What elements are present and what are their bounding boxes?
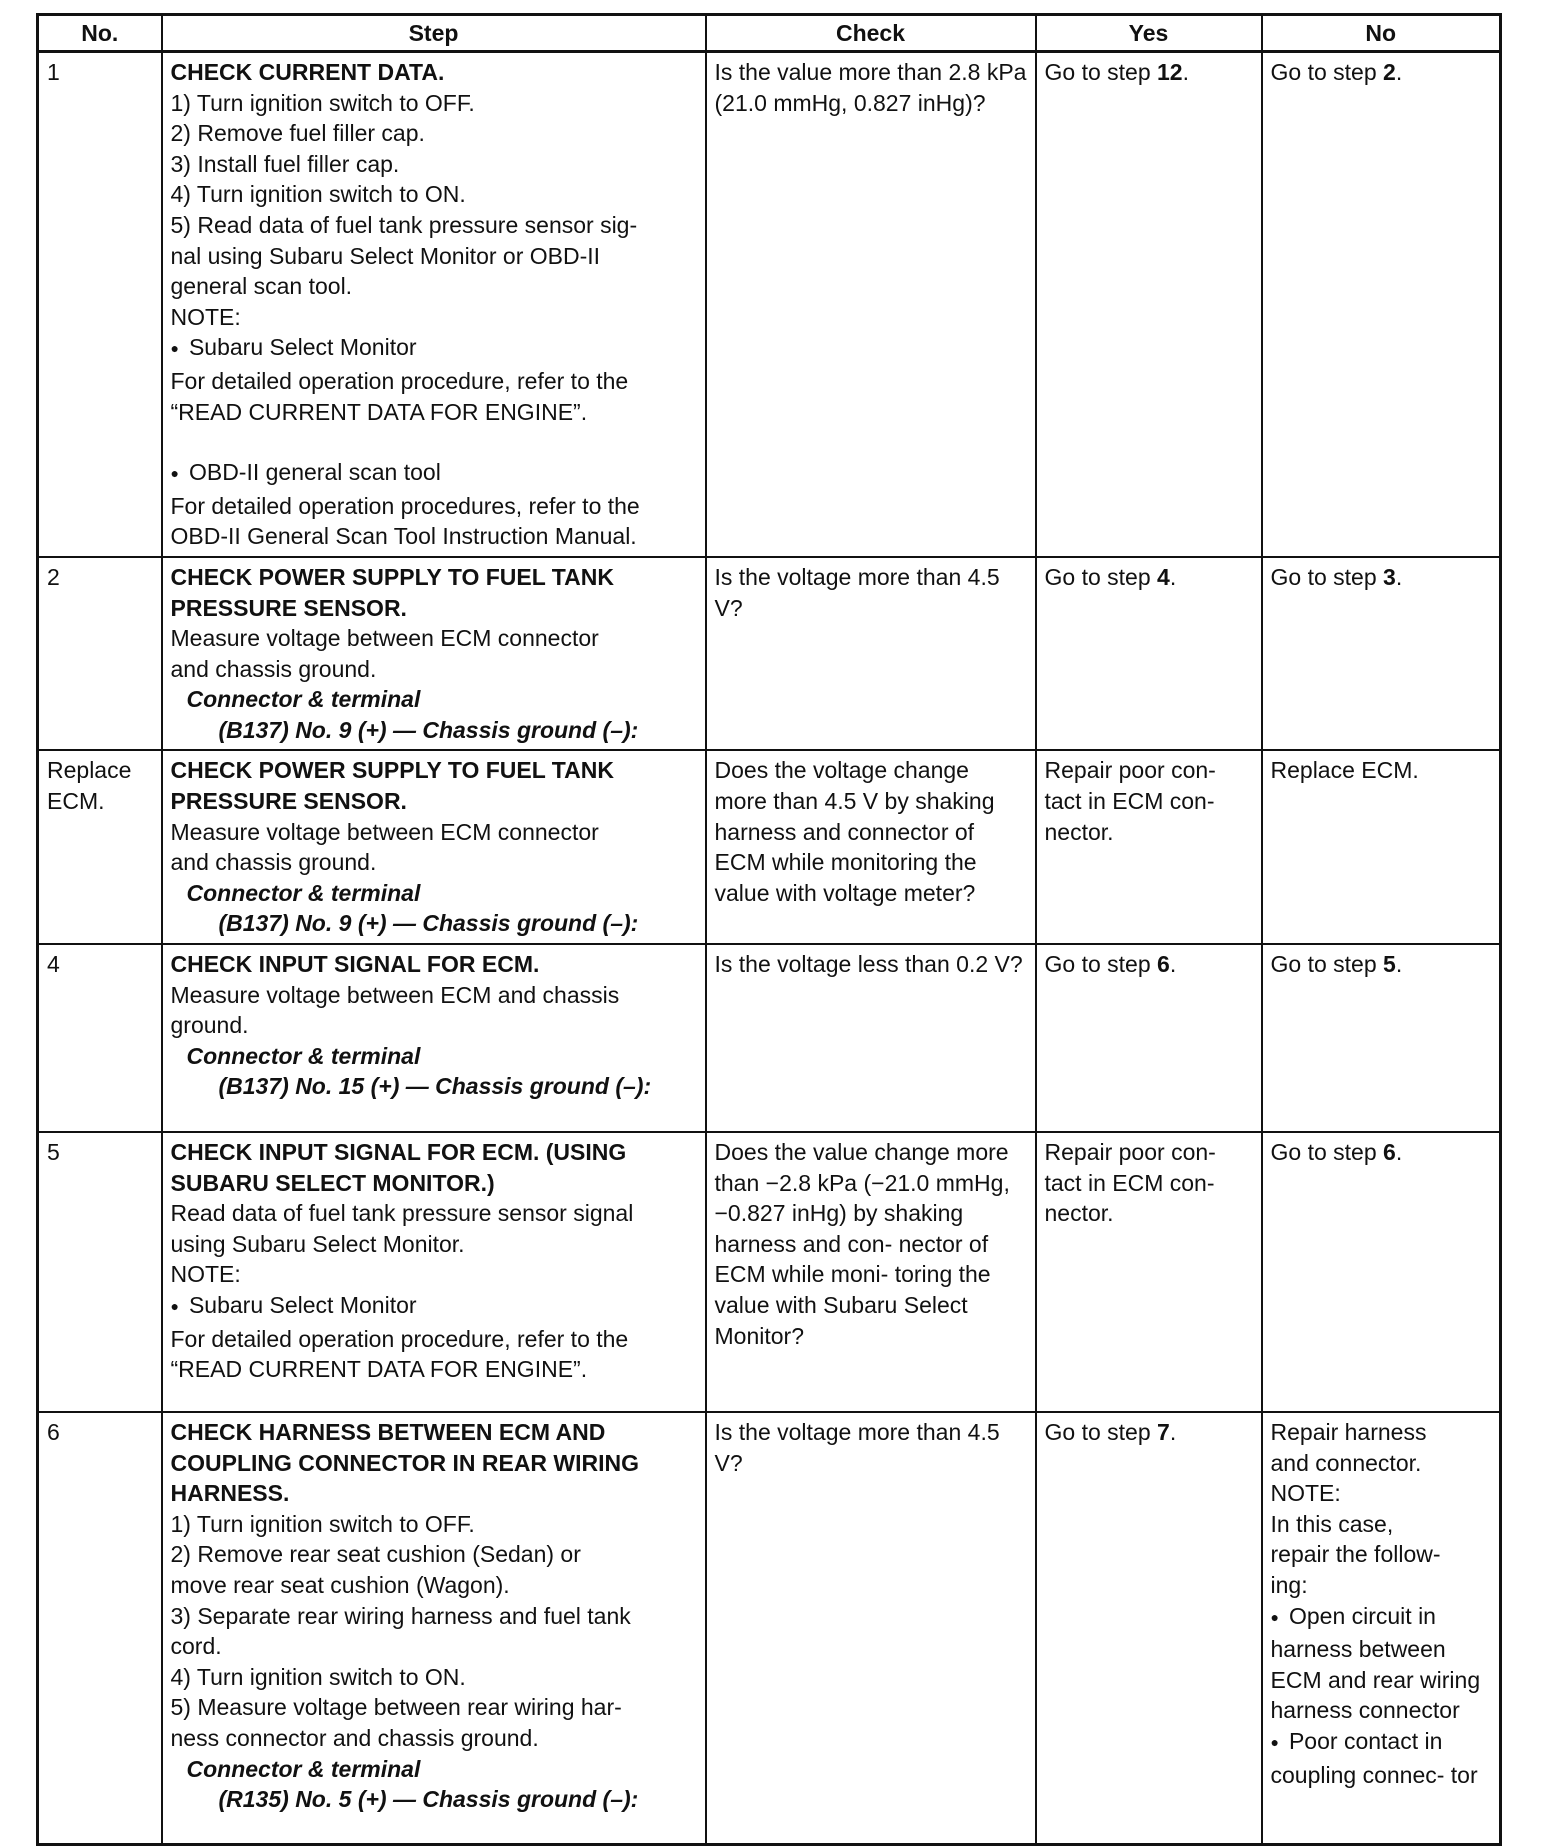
yes-suffix: . bbox=[1182, 59, 1189, 85]
step-line: 3) Separate rear wiring harness and fuel tank bbox=[170, 1602, 631, 1629]
step-line: and chassis ground. bbox=[170, 849, 377, 876]
step-line: 2) Remove rear seat cushion (Sedan) or bbox=[170, 1541, 581, 1568]
check-cell: Is the voltage more than 4.5 V? bbox=[706, 1412, 1036, 1844]
no-cell bbox=[1262, 1412, 1501, 1844]
step-title: CHECK POWER SUPPLY TO FUEL TANK PRESSURE SENSOR. bbox=[170, 757, 614, 815]
connector-label: Connector & terminal bbox=[186, 686, 421, 713]
yes-step-ref: 12 bbox=[1157, 59, 1183, 85]
yes-suffix: . bbox=[1169, 1419, 1177, 1446]
step-number: Replace ECM. bbox=[38, 750, 162, 944]
yes-prefix: Go to step bbox=[1044, 563, 1158, 590]
step-number: 6 bbox=[38, 1412, 162, 1844]
step-line: ness connector and chassis ground. bbox=[170, 1724, 539, 1751]
step-cell bbox=[162, 557, 706, 751]
note-bullet: ● Subaru Select Monitor bbox=[171, 332, 697, 366]
yes-cell bbox=[1036, 557, 1262, 751]
no-line: repair the follow- bbox=[1270, 1541, 1441, 1568]
step-line: Measure voltage between ECM and chassis bbox=[170, 981, 620, 1008]
step-number: 1 bbox=[38, 52, 162, 557]
no-line: and connector. bbox=[1270, 1449, 1422, 1476]
step-cell bbox=[162, 750, 706, 944]
no-cell: Replace ECM. bbox=[1262, 750, 1501, 944]
connector-label: Connector & terminal bbox=[186, 1042, 421, 1069]
check-cell: Is the voltage less than 0.2 V? bbox=[706, 944, 1036, 1132]
no-suffix: . bbox=[1395, 59, 1403, 85]
no-suffix: . bbox=[1395, 1139, 1403, 1166]
header-step: Step bbox=[162, 15, 706, 52]
step-line: using Subaru Select Monitor. bbox=[170, 1230, 465, 1257]
step-cell bbox=[162, 1412, 706, 1844]
table-row bbox=[38, 1132, 1501, 1412]
connector-terminal: (B137) No. 9 (+) — Chassis ground (–): bbox=[218, 910, 639, 937]
no-line: Repair harness bbox=[1270, 1419, 1427, 1446]
no-cell bbox=[1262, 557, 1501, 751]
spacer bbox=[171, 427, 697, 457]
connector-terminal: (B137) No. 9 (+) — Chassis ground (–): bbox=[218, 716, 639, 743]
step-line: ground. bbox=[170, 1012, 249, 1039]
step-number: 2 bbox=[38, 557, 162, 751]
no-suffix: . bbox=[1395, 951, 1403, 978]
header-no: No. bbox=[38, 15, 162, 52]
step-line: move rear seat cushion (Wagon). bbox=[170, 1572, 510, 1598]
step-line: 4) Turn ignition switch to ON. bbox=[170, 1663, 466, 1690]
yes-cell bbox=[1036, 1412, 1262, 1844]
no-cell bbox=[1262, 1132, 1501, 1412]
step-line: 5) Measure voltage between rear wiring har- bbox=[170, 1694, 622, 1721]
step-title: CHECK INPUT SIGNAL FOR ECM. bbox=[170, 951, 540, 978]
step-title: CHECK INPUT SIGNAL FOR ECM. (USING SUBARU SELECT MONITOR.) bbox=[170, 1139, 627, 1196]
no-step-ref: 6 bbox=[1383, 1139, 1396, 1166]
no-prefix: Go to step bbox=[1270, 951, 1384, 978]
step-line: cord. bbox=[170, 1633, 222, 1660]
table-row bbox=[38, 557, 1501, 751]
connector-terminal: (R135) No. 5 (+) — Chassis ground (–): bbox=[218, 1786, 639, 1813]
step-line: For detailed operation procedure, refer to the bbox=[170, 367, 629, 394]
yes-cell: Repair poor con- tact in ECM con- nector. bbox=[1036, 1132, 1262, 1412]
no-step-ref: 2 bbox=[1383, 59, 1396, 85]
note-label: NOTE: bbox=[170, 1261, 241, 1288]
step-line: 1) Turn ignition switch to OFF. bbox=[170, 89, 475, 116]
no-bullet: ● Open circuit in harness between ECM and rear wiring harness connector bbox=[1271, 1601, 1492, 1726]
step-line: 1) Turn ignition switch to OFF. bbox=[170, 1510, 475, 1537]
no-line: ing: bbox=[1270, 1572, 1308, 1598]
connector-label: Connector & terminal bbox=[186, 1755, 421, 1782]
step-line: “READ CURRENT DATA FOR ENGINE”. bbox=[170, 1356, 588, 1383]
no-suffix: . bbox=[1395, 563, 1403, 590]
step-line: nal using Subaru Select Monitor or OBD-II bbox=[170, 242, 601, 269]
yes-step-ref: 7 bbox=[1157, 1419, 1170, 1446]
no-line: NOTE: bbox=[1270, 1480, 1341, 1507]
check-cell: Is the voltage more than 4.5 V? bbox=[706, 557, 1036, 751]
step-number: 4 bbox=[38, 944, 162, 1132]
table-row bbox=[38, 750, 1501, 944]
yes-cell bbox=[1036, 944, 1262, 1132]
table-row bbox=[38, 1412, 1501, 1844]
yes-step-ref: 4 bbox=[1157, 563, 1170, 590]
step-line: Measure voltage between ECM connector bbox=[170, 818, 599, 845]
step-title: CHECK CURRENT DATA. bbox=[170, 59, 445, 85]
step-line: Measure voltage between ECM connector bbox=[170, 625, 599, 652]
header-no-result: No bbox=[1262, 15, 1501, 52]
step-cell bbox=[162, 944, 706, 1132]
note-label: NOTE: bbox=[170, 303, 241, 330]
table-row bbox=[38, 52, 1501, 557]
step-line: “READ CURRENT DATA FOR ENGINE”. bbox=[170, 398, 588, 425]
step-line: 2) Remove fuel filler cap. bbox=[170, 120, 425, 147]
step-line: 4) Turn ignition switch to ON. bbox=[170, 181, 466, 208]
step-line: For detailed operation procedure, refer to the bbox=[170, 1325, 629, 1352]
diagnostic-table bbox=[36, 13, 1502, 1846]
no-prefix: Go to step bbox=[1270, 1139, 1384, 1166]
step-title: CHECK POWER SUPPLY TO FUEL TANK PRESSURE SENSOR. bbox=[170, 563, 614, 621]
note-bullet: ● OBD-II general scan tool bbox=[171, 457, 697, 491]
yes-step-ref: 6 bbox=[1157, 951, 1170, 978]
yes-suffix: . bbox=[1169, 563, 1177, 590]
step-line: OBD-II General Scan Tool Instruction Manual. bbox=[170, 523, 637, 550]
yes-prefix: Go to step bbox=[1044, 951, 1158, 978]
header-yes: Yes bbox=[1036, 15, 1262, 52]
yes-prefix: Go to step bbox=[1044, 59, 1158, 85]
no-line: In this case, bbox=[1270, 1510, 1394, 1537]
check-cell: Is the value more than 2.8 kPa (21.0 mmHg, 0.827 inHg)? bbox=[706, 52, 1036, 557]
no-cell bbox=[1262, 52, 1501, 557]
yes-prefix: Go to step bbox=[1044, 1419, 1158, 1446]
step-line: general scan tool. bbox=[170, 273, 353, 300]
no-prefix: Go to step bbox=[1270, 59, 1384, 85]
step-line: For detailed operation procedures, refer to the bbox=[170, 492, 640, 519]
connector-terminal: (B137) No. 15 (+) — Chassis ground (–): bbox=[218, 1073, 652, 1100]
no-step-ref: 5 bbox=[1383, 951, 1396, 978]
yes-cell bbox=[1036, 52, 1262, 557]
yes-suffix: . bbox=[1169, 951, 1177, 978]
yes-cell: Repair poor con- tact in ECM con- nector. bbox=[1036, 750, 1262, 944]
step-cell bbox=[162, 1132, 706, 1412]
note-bullet: ● Subaru Select Monitor bbox=[171, 1290, 697, 1324]
check-cell: Does the voltage change more than 4.5 V by shaking harness and connector of ECM while monitoring the value with voltage meter? bbox=[706, 750, 1036, 944]
step-line: and chassis ground. bbox=[170, 655, 377, 682]
step-title: CHECK HARNESS BETWEEN ECM AND COUPLING CONNECTOR IN REAR WIRING HARNESS. bbox=[170, 1419, 640, 1507]
step-line: 3) Install fuel filler cap. bbox=[170, 150, 400, 177]
connector-label: Connector & terminal bbox=[186, 879, 421, 906]
no-step-ref: 3 bbox=[1383, 563, 1396, 590]
no-prefix: Go to step bbox=[1270, 563, 1384, 590]
step-cell bbox=[162, 52, 706, 557]
check-cell: Does the value change more than −2.8 kPa (−21.0 mmHg, −0.827 inHg) by shaking harness and con- nector of ECM while moni- toring the value with Subaru Select Monitor? bbox=[706, 1132, 1036, 1412]
step-line: Read data of fuel tank pressure sensor signal bbox=[170, 1200, 634, 1227]
step-line: 5) Read data of fuel tank pressure sensor sig- bbox=[170, 211, 638, 238]
no-cell bbox=[1262, 944, 1501, 1132]
header-check: Check bbox=[706, 15, 1036, 52]
no-bullet: ● Poor contact in coupling connec- tor bbox=[1271, 1726, 1492, 1790]
step-number: 5 bbox=[38, 1132, 162, 1412]
table-row bbox=[38, 944, 1501, 1132]
table-header-row bbox=[38, 15, 1501, 52]
